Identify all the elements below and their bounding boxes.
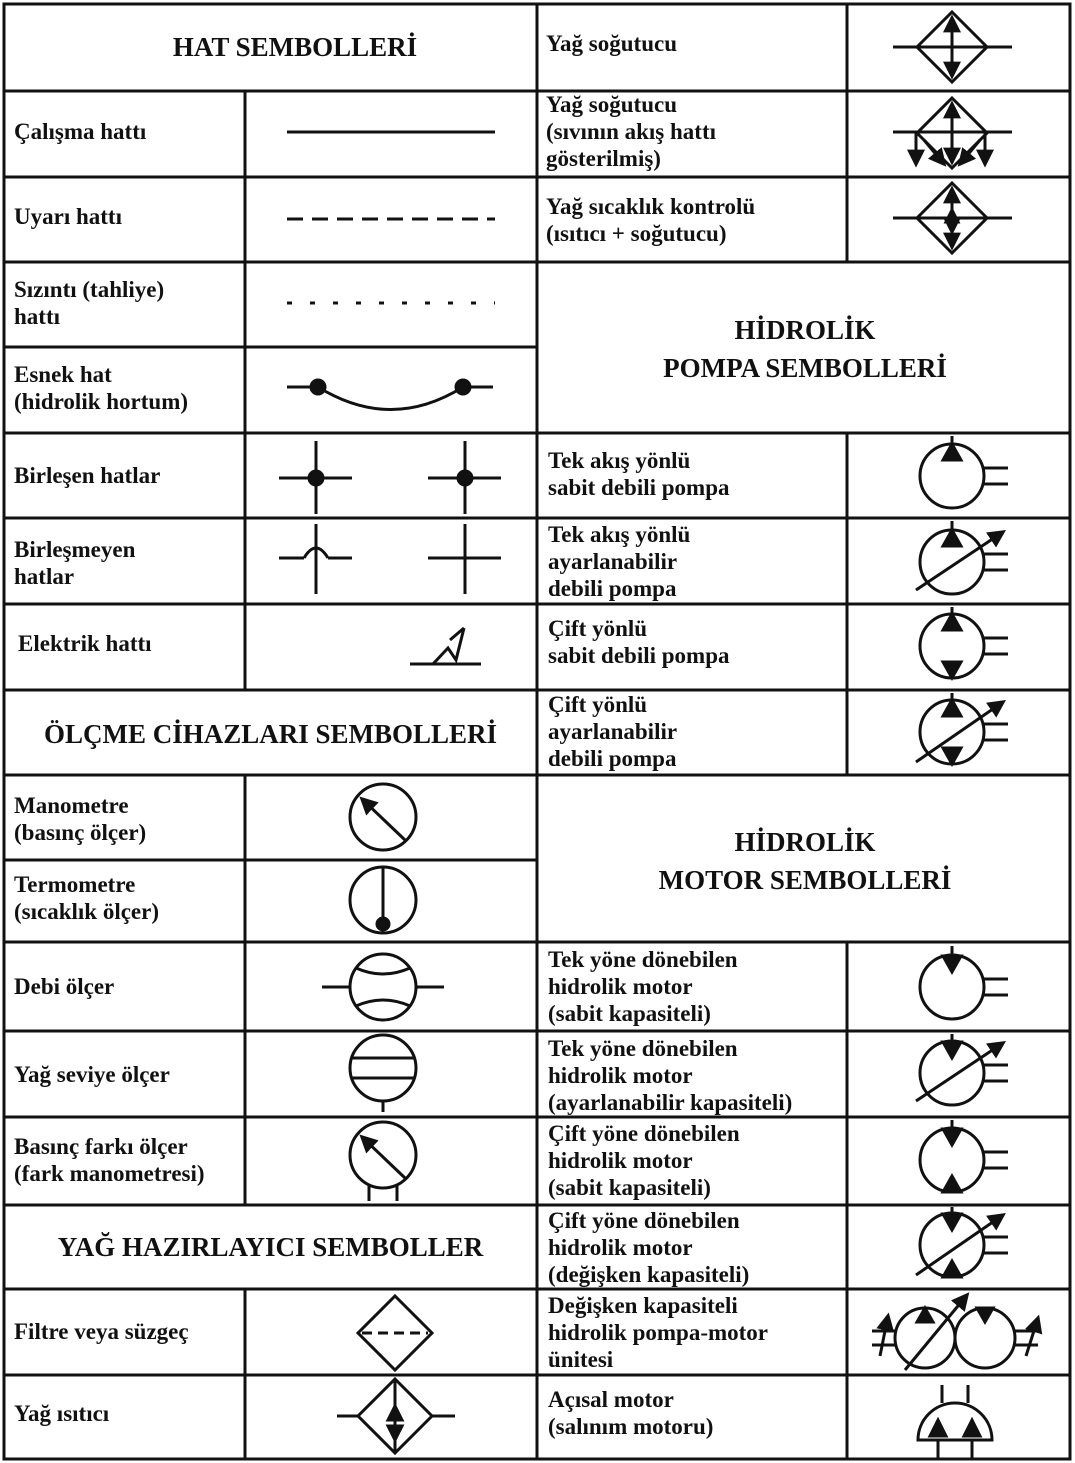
olcme-section-header: ÖLÇME CİHAZLARI SEMBOLLERİ	[43, 719, 498, 749]
label-motor-sabit-cift: Çift yöne dönebilen hidrolik motor (sabit kapasiteli)	[548, 1121, 740, 1200]
label-calisma-hatti: Çalışma hattı	[14, 119, 147, 144]
flexible-hose-icon	[287, 380, 493, 410]
pump-motor-unit-icon	[872, 1295, 1038, 1370]
cooler-with-flow-icon	[893, 98, 1012, 168]
pump-variable-bi-icon	[916, 693, 1008, 764]
electric-line-icon	[410, 628, 481, 664]
flow-meter-icon	[322, 954, 444, 1020]
heater-icon	[337, 1379, 455, 1453]
label-motor-degisken-cift: Çift yöne dönebilen hidrolik motor (değişken kapasiteli)	[548, 1208, 750, 1287]
label-birlesmeyen-hatlar: Birleşmeyen hatlar	[14, 537, 136, 589]
label-yag-sogutucu: Yağ soğutucu	[546, 31, 678, 56]
connected-lines-icon	[279, 441, 501, 514]
label-motor-ayarli-tek: Tek yöne dönebilen hidrolik motor (ayarlanabilir kapasiteli)	[548, 1036, 793, 1115]
pressure-gauge-icon	[350, 784, 416, 850]
label-pompa-sabit-cift: Çift yönlü sabit debili pompa	[548, 616, 730, 668]
pompa-section-header: HİDROLİK POMPA SEMBOLLERİ	[663, 315, 947, 383]
pump-fixed-uni-icon	[920, 436, 1008, 508]
motor-variable-uni-icon	[916, 1034, 1008, 1105]
pump-fixed-bi-icon	[920, 607, 1008, 678]
semi-rotary-motor-icon	[918, 1385, 992, 1458]
label-elektrik-hatti: Elektrik hattı	[18, 631, 152, 656]
label-yag-isitici: Yağ ısıtıcı	[14, 1401, 110, 1426]
yag-section-header: YAĞ HAZIRLAYICI SEMBOLLER	[57, 1232, 484, 1262]
label-sizinti-hatti: Sızıntı (tahliye) hattı	[14, 277, 165, 329]
label-uyari-hatti: Uyarı hattı	[14, 204, 122, 229]
cooler-icon	[893, 12, 1012, 82]
label-termometre: Termometre (sıcaklık ölçer)	[14, 872, 159, 924]
motor-fixed-bi-icon	[920, 1120, 1008, 1192]
label-yag-seviye-olcer: Yağ seviye ölçer	[14, 1062, 170, 1087]
label-pompa-sabit-tek: Tek akış yönlü sabit debili pompa	[548, 448, 730, 500]
motor-fixed-uni-icon	[920, 946, 1008, 1019]
filter-icon	[358, 1296, 432, 1370]
label-debi-olcer: Debi ölçer	[14, 974, 115, 999]
hat-section-header: HAT SEMBOLLERİ	[172, 32, 418, 62]
crossing-lines-icon	[279, 524, 501, 594]
label-acisal-motor: Açısal motor (salınım motoru)	[548, 1387, 714, 1439]
label-esnek-hat: Esnek hat (hidrolik hortum)	[14, 362, 189, 414]
differential-gauge-icon	[350, 1122, 416, 1201]
label-pompa-motor-unitesi: Değişken kapasiteli hidrolik pompa-motor ünitesi	[548, 1293, 769, 1372]
label-pompa-ayarli-cift: Çift yönlü ayarlanabilir debili pompa	[548, 692, 678, 771]
thermometer-icon	[350, 867, 416, 933]
label-yag-sogutucu-akis: Yağ soğutucu (sıvının akış hattı gösterilmiş)	[546, 92, 716, 171]
level-gauge-icon	[350, 1035, 416, 1112]
label-filtre: Filtre veya süzgeç	[14, 1319, 189, 1344]
temperature-control-icon	[893, 183, 1012, 253]
label-yag-sicaklik-kontrolu: Yağ sıcaklık kontrolü (ısıtıcı + soğutucu)	[546, 194, 756, 246]
motor-variable-bi-icon	[916, 1207, 1008, 1277]
pump-variable-uni-icon	[916, 521, 1008, 594]
label-motor-sabit-tek: Tek yöne dönebilen hidrolik motor (sabit kapasiteli)	[548, 947, 738, 1026]
motor-section-header: HİDROLİK MOTOR SEMBOLLERİ	[658, 827, 952, 895]
label-basinc-farki-olcer: Basınç farkı ölçer (fark manometresi)	[14, 1134, 205, 1186]
label-manometre: Manometre (basınç ölçer)	[14, 793, 147, 845]
label-pompa-ayarli-tek: Tek akış yönlü ayarlanabilir debili pompa	[548, 522, 691, 601]
label-birlesen-hatlar: Birleşen hatlar	[14, 463, 161, 488]
